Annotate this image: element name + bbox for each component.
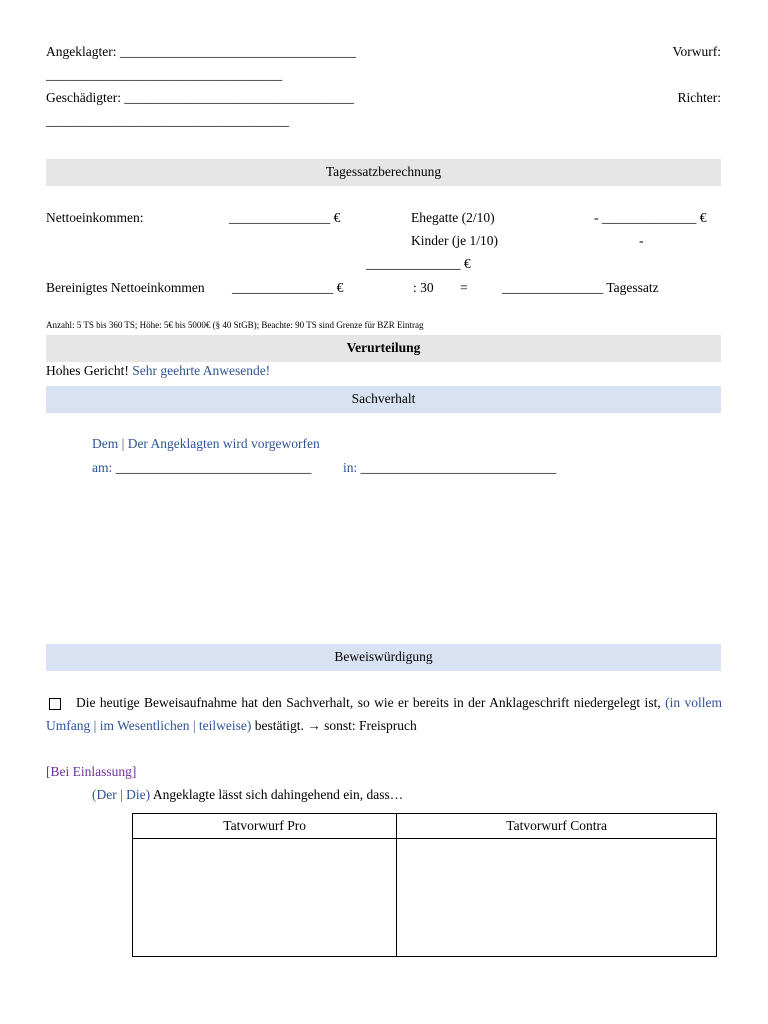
- richter-input-line[interactable]: ____________________________________: [46, 113, 289, 128]
- am-input-line[interactable]: _____________________________: [115, 460, 312, 475]
- table-header-pro: Tatvorwurf Pro: [133, 814, 397, 839]
- verurteilung-heading: Verurteilung: [46, 335, 721, 362]
- in-row: [343, 460, 556, 476]
- richter-label: Richter:: [677, 90, 721, 105]
- angeklagter-label: Angeklagter:: [46, 44, 117, 59]
- einlassung-label: [Bei Einlassung]: [46, 764, 137, 779]
- ehegatte-input-line[interactable]: - ______________ €: [594, 210, 707, 225]
- in-input-line[interactable]: _____________________________: [360, 460, 557, 475]
- tagessatz-note: Anzahl: 5 TS bis 360 TS; Höhe: 5€ bis 5000€ (§ 40 StGB); Beachte: 90 TS sind Grenze für BZR Eintrag: [46, 320, 424, 330]
- table-row: [133, 839, 717, 957]
- table-cell-pro[interactable]: [133, 839, 397, 957]
- geschaedigter-input-line[interactable]: __________________________________: [124, 90, 354, 105]
- am-row: [92, 460, 311, 476]
- einlassung-text: Angeklagte lässt sich dahingehend ein, dass…: [152, 787, 404, 802]
- greeting-text: Hohes Gericht!: [46, 363, 129, 378]
- kinder-label: Kinder (je 1/10): [411, 233, 498, 248]
- sachverhalt-heading: Sachverhalt: [46, 386, 721, 413]
- angeklagter-row: [46, 44, 356, 60]
- sachverhalt-intro: Dem | Der Angeklagten wird vorgeworfen: [92, 436, 320, 451]
- geschaedigter-label: Geschädigter:: [46, 90, 121, 105]
- table-header-row: [133, 814, 717, 839]
- beweis-text-1: Die heutige Beweisaufnahme hat den Sachverhalt, so wie er bereits in der Anklageschrift niedergelegt ist,: [76, 695, 661, 710]
- beweis-heading: Beweiswürdigung: [46, 644, 721, 671]
- subtotal-input-line[interactable]: ______________ €: [366, 256, 471, 271]
- tatvorwurf-table: [132, 813, 717, 957]
- netto-input-line[interactable]: _______________ €: [229, 210, 341, 225]
- bereinigt-label: Bereinigtes Nettoeinkommen: [46, 280, 205, 295]
- ehegatte-label: Ehegatte (2/10): [411, 210, 495, 225]
- am-label: am:: [92, 460, 113, 475]
- greeting: [46, 363, 270, 379]
- divisor-text: : 30: [413, 280, 434, 295]
- beweis-text-2: bestätigt. → sonst: Freispruch: [254, 718, 417, 733]
- kinder-value: -: [639, 233, 644, 248]
- vorwurf-input-line[interactable]: ___________________________________: [46, 67, 283, 82]
- beweis-options: (in vollem Umfang | im Wesentlichen | teilweise): [46, 695, 723, 733]
- in-label: in:: [343, 460, 358, 475]
- beweis-paragraph: [46, 691, 722, 737]
- equals-sign: =: [460, 280, 468, 295]
- tagessatz-heading: Tagessatzberechnung: [46, 159, 721, 186]
- table-cell-contra[interactable]: [397, 839, 717, 957]
- einlassung-options: (Der | Die): [92, 787, 151, 802]
- vorwurf-label: Vorwurf:: [672, 44, 721, 59]
- einlassung-row: [92, 787, 403, 803]
- geschaedigter-row: [46, 90, 354, 106]
- bereinigt-input-line[interactable]: _______________ €: [232, 280, 344, 295]
- tagessatz-result-line[interactable]: _______________ Tagessatz: [502, 280, 659, 295]
- greeting-alt: Sehr geehrte Anwesende!: [132, 363, 271, 378]
- angeklagter-input-line[interactable]: ___________________________________: [119, 44, 357, 59]
- netto-label: Nettoeinkommen:: [46, 210, 144, 225]
- table-header-contra: Tatvorwurf Contra: [397, 814, 717, 839]
